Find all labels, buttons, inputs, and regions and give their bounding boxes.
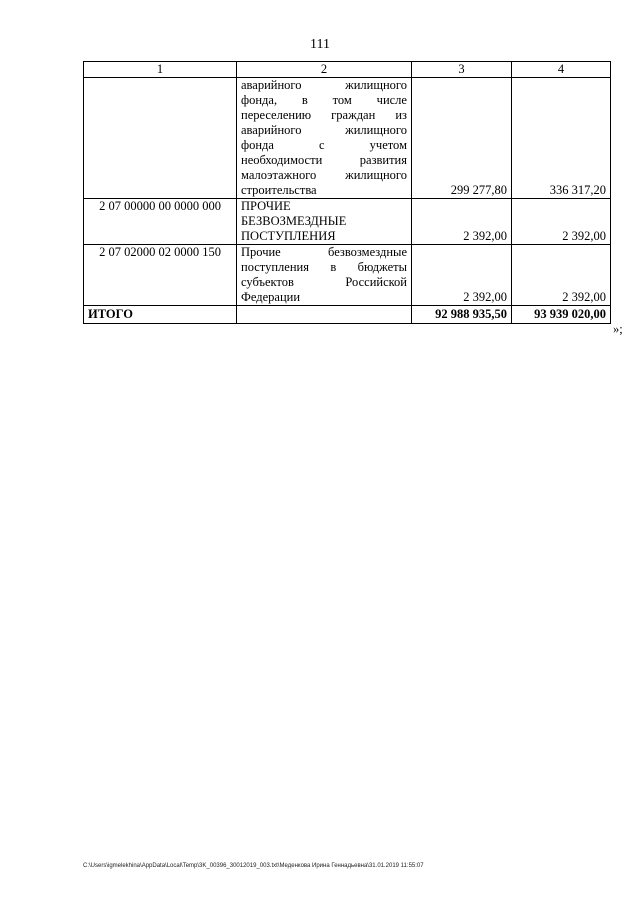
row-name <box>237 245 412 306</box>
table-row <box>84 78 611 199</box>
row-value-col3: 2 392,00 <box>412 245 512 306</box>
total-label: ИТОГО <box>84 306 237 324</box>
row-value-col4: 2 392,00 <box>512 245 611 306</box>
name-line: аварийного жилищного <box>241 123 407 137</box>
name-line: переселению граждан из <box>241 108 407 122</box>
total-value-col4: 93 939 020,00 <box>512 306 611 324</box>
row-code: 2 07 02000 02 0000 150 <box>84 245 237 306</box>
closing-quote: »; <box>613 322 623 336</box>
row-value-col3: 2 392,00 <box>412 199 512 245</box>
row-name <box>237 78 412 199</box>
row-value-col4: 336 317,20 <box>512 78 611 199</box>
name-line: ПОСТУПЛЕНИЯ <box>241 229 336 243</box>
row-value-col4: 2 392,00 <box>512 199 611 245</box>
header-cell-4: 4 <box>512 62 611 78</box>
name-line: поступления в бюджеты <box>241 260 407 274</box>
name-line: аварийного жилищного <box>241 78 407 92</box>
name-line: Федерации <box>241 290 301 304</box>
table-header-row <box>84 62 611 78</box>
row-code <box>84 78 237 199</box>
table-row <box>84 245 611 306</box>
row-code: 2 07 00000 00 0000 000 <box>84 199 237 245</box>
header-cell-3: 3 <box>412 62 512 78</box>
total-empty-cell <box>237 306 412 324</box>
header-cell-1: 1 <box>84 62 237 78</box>
total-row <box>84 306 611 324</box>
footer-path: C:\Users\igmelekhina\AppData\Local\Temp\3K_00396_30012019_003.txt\Меденкова Ирина Геннадьевна\31.01.2019 11:55:07 <box>83 863 424 869</box>
table-row <box>84 199 611 245</box>
row-name <box>237 199 412 245</box>
name-line: субъектов Российской <box>241 275 407 289</box>
page-number: 111 <box>310 37 330 52</box>
name-line: БЕЗВОЗМЕЗДНЫЕ <box>241 214 347 228</box>
name-line: фонда с учетом <box>241 138 407 152</box>
total-value-col3: 92 988 935,50 <box>412 306 512 324</box>
name-line: строительства <box>241 183 317 197</box>
name-line: необходимости развития <box>241 153 407 167</box>
row-value-col3: 299 277,80 <box>412 78 512 199</box>
name-line: Прочие безвозмездные <box>241 245 407 259</box>
header-cell-2: 2 <box>237 62 412 78</box>
name-line: малоэтажного жилищного <box>241 168 407 182</box>
name-line: фонда, в том числе <box>241 93 407 107</box>
name-line: ПРОЧИЕ <box>241 199 291 213</box>
budget-table <box>83 61 611 324</box>
